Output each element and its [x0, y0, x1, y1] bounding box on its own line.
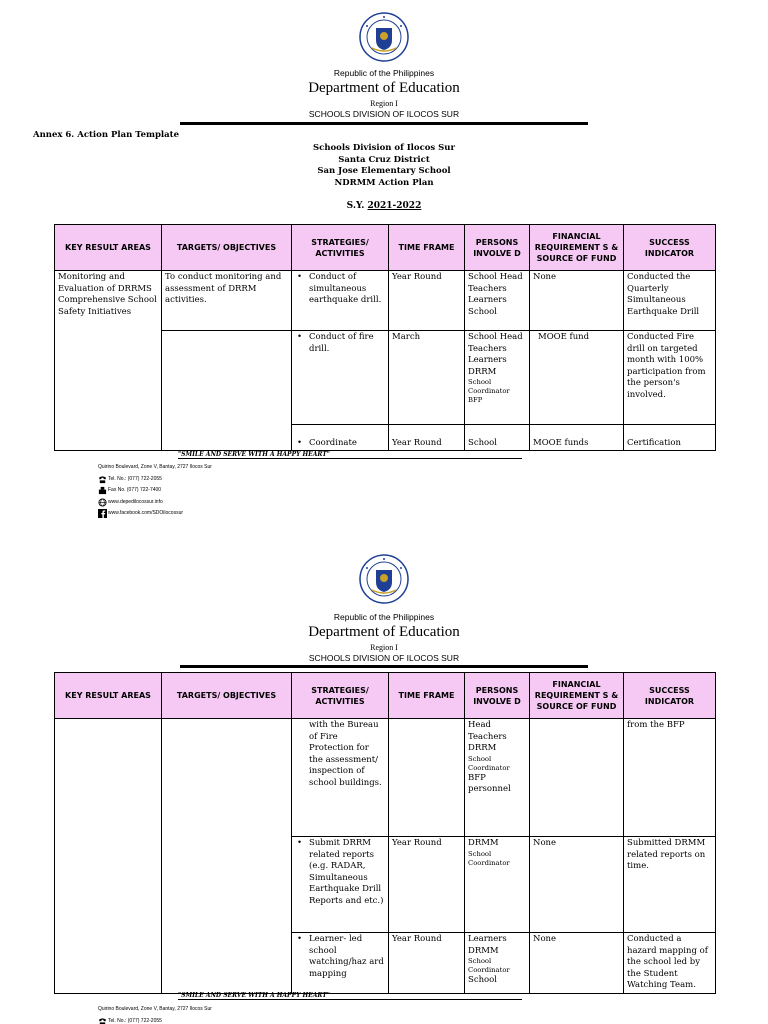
division-line: SCHOOLS DIVISION OF ILOCOS SUR: [308, 109, 460, 119]
strategy-cell: [292, 719, 389, 837]
col-header-success: SUCCESS INDICATOR: [624, 673, 716, 719]
fund-cell: None: [530, 837, 624, 933]
fax-text: Fax No. (077) 722-7400: [108, 487, 162, 493]
persons-tail: BFP personnel: [468, 772, 511, 794]
targets-cell-empty: [162, 331, 292, 451]
address-text: Quirino Boulevard, Zone V, Bantay, 2727 Ilocos Sur: [98, 464, 212, 470]
col-header-financial: FINANCIAL REQUIREMENT S & SOURCE OF FUND: [530, 225, 624, 271]
targets-cell: To conduct monitoring and assessment of DRRM activities.: [162, 271, 292, 331]
facebook-text: www.facebook.com/SDOilocossur: [108, 510, 184, 516]
globe-icon: [98, 498, 107, 507]
persons-tail: School: [468, 975, 498, 985]
school-block: [0, 143, 768, 190]
footer-tagline: "SMILE AND SERVE WITH A HAPPY HEART": [178, 451, 522, 459]
table-header-row: [55, 673, 716, 719]
success-cell: Submitted DRMM related reports on time.: [624, 837, 716, 933]
strategy-text: Conduct of fire drill.: [309, 332, 374, 354]
col-header-persons: PERSONS INVOLVE D: [465, 225, 530, 271]
persons-cell: School Head Teachers Learners School: [465, 271, 530, 331]
department-title: Department of Education: [308, 80, 460, 96]
republic-line: Republic of the Philippines: [333, 612, 435, 622]
col-header-time: TIME FRAME: [389, 225, 465, 271]
deped-seal-icon: [359, 554, 409, 604]
time-cell: March: [389, 331, 465, 425]
success-cell: Conducted the Quarterly Simultaneous Earthquake Drill: [624, 271, 716, 331]
table-header-row: [55, 225, 716, 271]
school-year-value: 2021-2022: [367, 201, 422, 211]
strategy-text: Submit DRRM related reports (e.g. RADAR, Simultaneous Earthquake Drill Reports and etc.): [309, 838, 384, 906]
phone-icon: [98, 1017, 107, 1024]
col-header-financial: FINANCIAL REQUIREMENT S & SOURCE OF FUND: [530, 673, 624, 719]
time-cell: Year Round: [389, 933, 465, 994]
persons-cell: [465, 933, 530, 994]
tel-text: Tel. No.: (077) 722-2055: [108, 475, 162, 482]
persons-small: School Coordinator BFP: [468, 378, 510, 404]
division-line: SCHOOLS DIVISION OF ILOCOS SUR: [308, 653, 460, 663]
school-line-4: NDRMM Action Plan: [334, 178, 434, 189]
time-cell: Year Round: [389, 425, 465, 451]
time-cell: Year Round: [389, 837, 465, 933]
col-header-targets: TARGETS/ OBJECTIVES: [162, 225, 292, 271]
strategy-cell: [292, 933, 389, 994]
phone-icon: [98, 475, 107, 484]
fund-cell: MOOE funds: [530, 425, 624, 451]
persons-main: Learners DRMM: [468, 934, 507, 956]
fund-cell: None: [530, 271, 624, 331]
footer-contact: [98, 1004, 212, 1024]
persons-cell: [465, 837, 530, 933]
footer-contact: [98, 462, 212, 520]
address-text: Quirino Boulevard, Zone V, Bantay, 2727 Ilocos Sur: [98, 1006, 212, 1012]
school-line-2: Santa Cruz District: [338, 154, 430, 165]
col-header-targets: TARGETS/ OBJECTIVES: [162, 673, 292, 719]
bullet-icon: •: [297, 838, 303, 848]
strategy-text: Learner- led school watching/haz ard mapping: [309, 934, 384, 979]
persons-cell: [465, 331, 530, 425]
col-header-kra: KEY RESULT AREAS: [55, 225, 162, 271]
bullet-icon: •: [297, 437, 303, 448]
facebook-icon: [98, 509, 107, 518]
strategy-cell: [292, 837, 389, 933]
strategy-cell: [292, 331, 389, 425]
persons-main: DRMM: [468, 838, 499, 848]
persons-cell: [465, 719, 530, 837]
success-cell: Conducted Fire drill on targeted month with 100% participation from the person's involved.: [624, 331, 716, 425]
col-header-persons: PERSONS INVOLVE D: [465, 673, 530, 719]
annex-title: Annex 6. Action Plan Template: [33, 130, 179, 140]
region-line: Region I: [370, 99, 398, 108]
persons-small: School Coordinator: [468, 849, 510, 867]
footer-tagline: "SMILE AND SERVE WITH A HAPPY HEART": [178, 992, 522, 1000]
targets-cell-empty: [162, 719, 292, 994]
time-cell-empty: [389, 719, 465, 837]
strategy-cell: [292, 271, 389, 331]
success-cell: Conducted a hazard mapping of the school led by the Student Watching Team.: [624, 933, 716, 994]
bullet-icon: •: [297, 934, 303, 944]
strategy-text: Coordinate: [309, 437, 357, 448]
fund-cell: None: [530, 933, 624, 994]
fund-cell-empty: [530, 719, 624, 837]
strategy-text: Conduct of simultaneous earthquake drill.: [309, 272, 382, 305]
fax-icon: [98, 486, 107, 495]
republic-line: Republic of the Philippines: [333, 68, 435, 78]
fund-cell: MOOE fund: [530, 331, 624, 425]
kra-cell-empty: [55, 719, 162, 994]
action-plan-table-page-1: [54, 224, 716, 451]
persons-main: School Head Teachers Learners DRRM: [468, 332, 523, 377]
bullet-icon: •: [297, 332, 303, 342]
persons-small: School Coordinator: [468, 957, 510, 974]
col-header-kra: KEY RESULT AREAS: [55, 673, 162, 719]
bullet-icon: •: [297, 272, 303, 282]
time-cell: Year Round: [389, 271, 465, 331]
table-row: [55, 719, 716, 837]
col-header-success: SUCCESS INDICATOR: [624, 225, 716, 271]
persons-small: School Coordinator: [468, 754, 510, 772]
success-cell: Certification: [624, 425, 716, 451]
page-2: [0, 548, 768, 1024]
region-line: Region I: [370, 643, 398, 652]
persons-main: Head Teachers DRRM: [468, 720, 507, 753]
col-header-strategies: STRATEGIES/ ACTIVITIES: [292, 673, 389, 719]
success-cell: from the BFP: [624, 719, 716, 837]
web-text: www.depedilocossur.info: [108, 498, 163, 505]
col-header-strategies: STRATEGIES/ ACTIVITIES: [292, 225, 389, 271]
header-divider: [180, 122, 588, 125]
school-year: [0, 201, 768, 211]
school-year-label: S.Y.: [346, 201, 365, 211]
persons-cell: School: [465, 425, 530, 451]
strategy-cell: [292, 425, 389, 451]
tel-text: Tel. No.: (077) 722-2055: [108, 1017, 162, 1024]
header-divider: [180, 665, 588, 668]
table-row: [55, 271, 716, 331]
school-line-3: San Jose Elementary School: [317, 166, 451, 177]
col-header-time: TIME FRAME: [389, 673, 465, 719]
school-line-1: Schools Division of Ilocos Sur: [313, 143, 455, 153]
department-title: Department of Education: [308, 624, 460, 640]
deped-seal-icon: [359, 12, 409, 62]
action-plan-table-page-2: [54, 672, 716, 994]
kra-cell: Monitoring and Evaluation of DRRMS Comprehensive School Safety Initiatives: [55, 271, 162, 451]
strategy-text: with the Bureau of Fire Protection for the assessment/ inspection of school buildings.: [309, 720, 382, 788]
